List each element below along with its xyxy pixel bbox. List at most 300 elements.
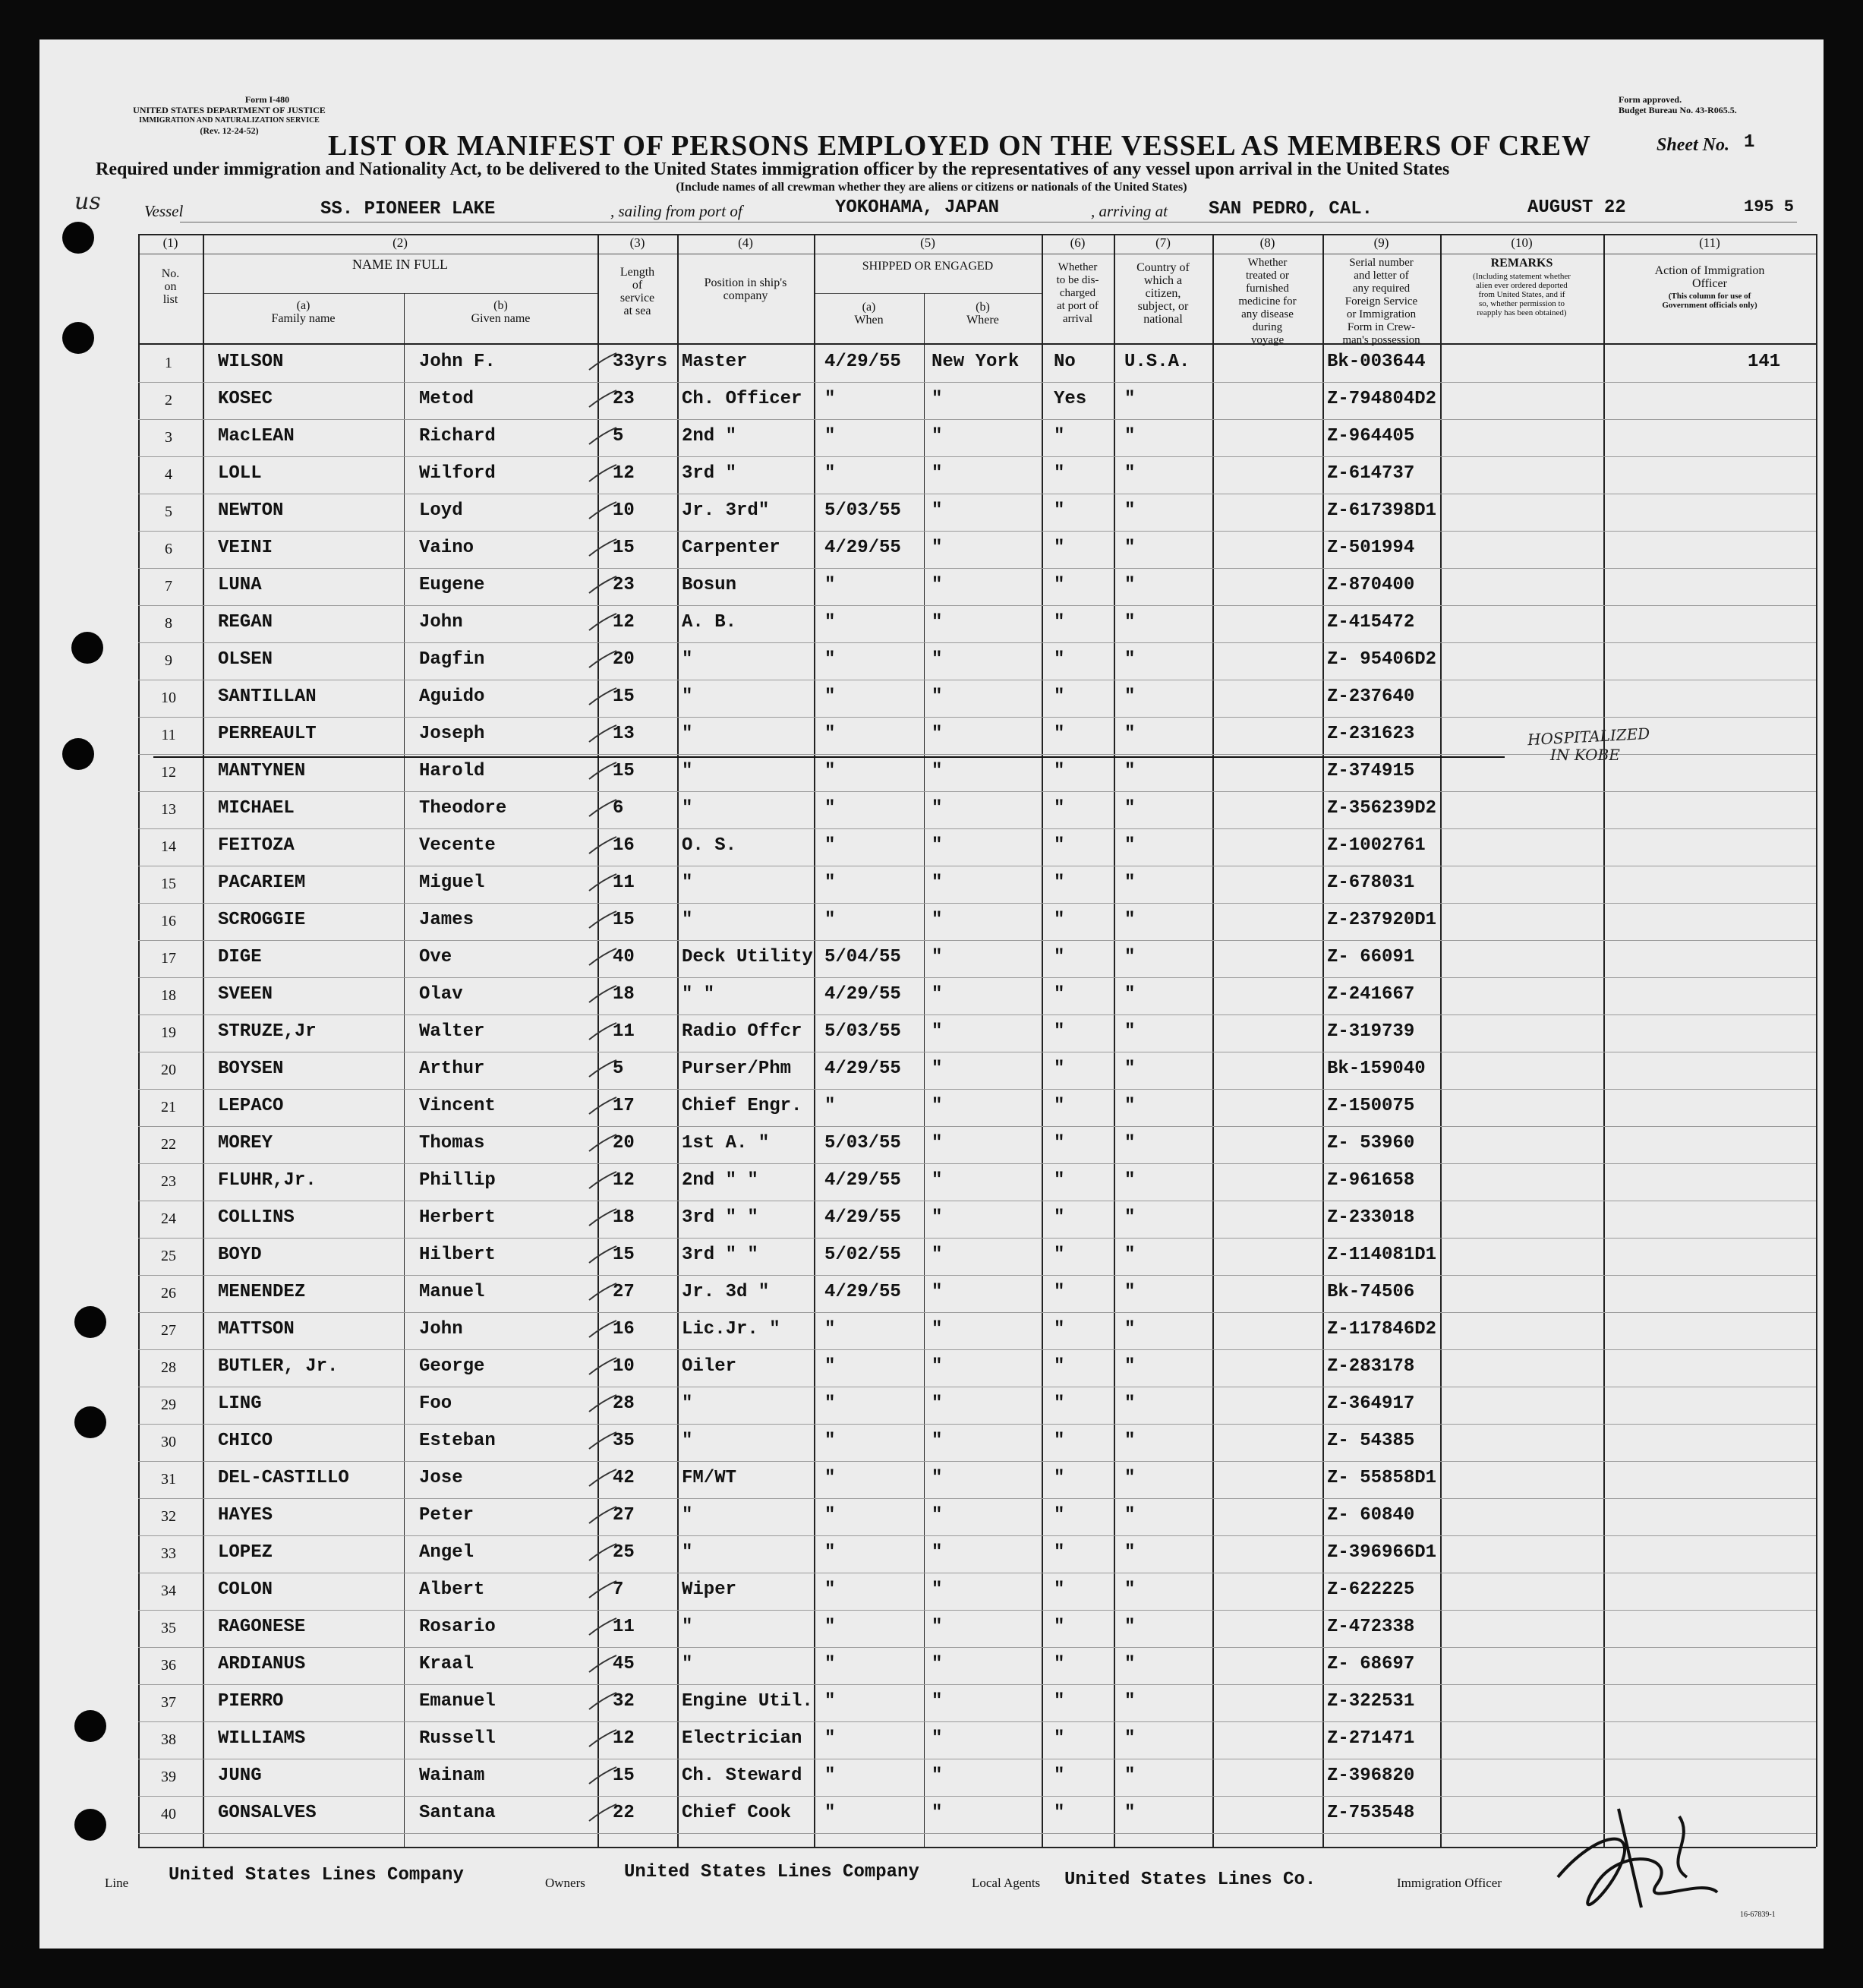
cell-position: Oiler	[682, 1356, 737, 1377]
cell-where: "	[932, 1803, 943, 1823]
check-mark	[588, 1243, 618, 1266]
check-mark	[588, 685, 618, 708]
cell-length: 15	[613, 538, 635, 558]
cell-when: "	[824, 873, 836, 893]
manifest-title: LIST OR MANIFEST OF PERSONS EMPLOYED ON THE VESSEL AS MEMBERS OF CREW	[328, 130, 1591, 162]
cell-when: "	[824, 1728, 836, 1749]
cell-serial: Z-961658	[1327, 1170, 1415, 1191]
row-divider	[138, 1461, 1816, 1462]
cell-given: Metod	[419, 389, 474, 409]
col-divider	[924, 293, 925, 1847]
cell-given: John F.	[419, 352, 496, 372]
cell-serial: Z-622225	[1327, 1579, 1415, 1600]
cell-position: Ch. Officer	[682, 389, 802, 409]
row-divider	[138, 1535, 1816, 1536]
cell-family: RAGONESE	[218, 1617, 306, 1637]
cell-family: LOPEZ	[218, 1542, 273, 1563]
cell-when: "	[824, 649, 836, 670]
cell-family: STRUZE,Jr	[218, 1021, 317, 1042]
cell-position: Purser/Phm	[682, 1059, 792, 1079]
cell-where: "	[932, 1766, 943, 1786]
cell-length: 15	[613, 686, 635, 707]
cell-country: "	[1124, 1505, 1136, 1526]
cell-country: "	[1124, 389, 1136, 409]
cell-where: "	[932, 1245, 943, 1265]
cell-country: "	[1124, 426, 1136, 447]
row-number: 25	[161, 1248, 176, 1264]
cell-length: 15	[613, 910, 635, 930]
cell-when: "	[824, 1319, 836, 1340]
check-mark	[588, 1727, 618, 1750]
cell-where: "	[932, 1728, 943, 1749]
cell-family: LEPACO	[218, 1096, 284, 1116]
cell-length: 40	[613, 947, 635, 967]
cell-when: "	[824, 612, 836, 633]
cell-family: SANTILLAN	[218, 686, 317, 707]
cell-given: Arthur	[419, 1059, 485, 1079]
colnum-9: (9)	[1373, 235, 1389, 250]
cell-serial: Z- 53960	[1327, 1133, 1415, 1153]
cell-position: Master	[682, 352, 748, 372]
cell-country: "	[1124, 1691, 1136, 1712]
cell-serial: Z-114081D1	[1327, 1245, 1437, 1265]
cell-where: "	[932, 538, 943, 558]
sailing-label: , sailing from port of	[610, 202, 742, 220]
check-mark	[588, 1206, 618, 1229]
cell-country: "	[1124, 686, 1136, 707]
row-divider	[138, 828, 1816, 829]
check-mark	[588, 1801, 618, 1824]
cell-length: 11	[613, 873, 635, 893]
cell-given: Miguel	[419, 873, 485, 893]
cell-where: "	[932, 1393, 943, 1414]
colnum-3: (3)	[629, 235, 645, 250]
cell-where: "	[932, 1617, 943, 1637]
row-number: 16	[161, 913, 176, 929]
cell-given: John	[419, 612, 463, 633]
row-number: 32	[161, 1508, 176, 1525]
cell-where: "	[932, 947, 943, 967]
check-mark	[588, 1392, 618, 1415]
cell-country: "	[1124, 1393, 1136, 1414]
cell-serial: Z-964405	[1327, 426, 1415, 447]
col-divider	[1114, 234, 1115, 1847]
cell-given: Hilbert	[419, 1245, 496, 1265]
vessel-mark: us	[74, 188, 101, 215]
cell-country: "	[1124, 1170, 1136, 1191]
cell-disch: "	[1054, 1282, 1065, 1302]
cell-serial: Z-364917	[1327, 1393, 1415, 1414]
cell-serial: Z-283178	[1327, 1356, 1415, 1377]
cell-disch: "	[1054, 612, 1065, 633]
check-mark	[588, 945, 618, 968]
punch-hole	[71, 632, 103, 664]
check-mark	[588, 1317, 618, 1340]
footer-line-value: United States Lines Company	[169, 1865, 464, 1885]
cell-position: "	[682, 1431, 693, 1451]
cell-position: FM/WT	[682, 1468, 737, 1488]
check-mark	[588, 499, 618, 522]
row-divider	[138, 1721, 1816, 1722]
cell-disch: "	[1054, 1393, 1065, 1414]
row-number: 6	[165, 541, 172, 557]
row-number: 17	[161, 950, 176, 967]
cell-length: 12	[613, 612, 635, 633]
colnum-11: (11)	[1699, 235, 1720, 250]
cell-when: "	[824, 724, 836, 744]
cell-family: MacLEAN	[218, 426, 295, 447]
cell-length: 23	[613, 389, 635, 409]
row-divider	[138, 419, 1816, 420]
cell-position: "	[682, 724, 693, 744]
check-mark	[588, 1541, 618, 1564]
cell-given: Wainam	[419, 1766, 485, 1786]
punch-hole	[74, 1710, 106, 1742]
cell-country: "	[1124, 1468, 1136, 1488]
cell-disch: Yes	[1054, 389, 1087, 409]
check-mark	[588, 908, 618, 931]
cell-disch: "	[1054, 1766, 1065, 1786]
cell-disch: "	[1054, 1803, 1065, 1823]
cell-when: "	[824, 835, 836, 856]
cell-disch: "	[1054, 910, 1065, 930]
row-divider	[138, 717, 1816, 718]
check-mark	[588, 1615, 618, 1638]
row-divider	[138, 1647, 1816, 1648]
cell-disch: "	[1054, 500, 1065, 521]
cell-where: "	[932, 612, 943, 633]
row-number: 38	[161, 1731, 176, 1748]
cell-serial: Z-396966D1	[1327, 1542, 1437, 1563]
row-number: 20	[161, 1062, 176, 1078]
cell-position: Ch. Steward	[682, 1766, 802, 1786]
table-header-border	[138, 343, 1816, 345]
cell-family: JUNG	[218, 1766, 262, 1786]
cell-length: 12	[613, 463, 635, 484]
punch-hole	[74, 1406, 106, 1438]
cell-position: Lic.Jr. "	[682, 1319, 780, 1340]
check-mark	[588, 387, 618, 410]
row-number: 1	[165, 355, 172, 371]
row-divider	[138, 1275, 1816, 1276]
row-divider	[138, 977, 1816, 978]
cell-given: Ove	[419, 947, 452, 967]
cell-disch: "	[1054, 1505, 1065, 1526]
cell-disch: "	[1054, 686, 1065, 707]
header-action: Action of Immigration Officer	[1654, 264, 1765, 290]
cell-when: 4/29/55	[824, 1207, 901, 1228]
cell-given: Loyd	[419, 500, 463, 521]
cell-family: COLON	[218, 1579, 273, 1600]
cell-length: 13	[613, 724, 635, 744]
colnum-4: (4)	[738, 235, 753, 250]
cell-when: "	[824, 1356, 836, 1377]
form-dept: UNITED STATES DEPARTMENT OF JUSTICE	[133, 105, 326, 115]
colnum-5: (5)	[920, 235, 935, 250]
cell-position: Carpenter	[682, 538, 780, 558]
cell-serial: Z-237920D1	[1327, 910, 1437, 930]
row-divider	[138, 605, 1816, 606]
officer-signature	[1527, 1786, 1755, 1930]
cell-disch: "	[1054, 798, 1065, 819]
col-divider	[814, 234, 815, 1847]
cell-country: "	[1124, 835, 1136, 856]
colnum-7: (7)	[1155, 235, 1171, 250]
cell-where: "	[932, 426, 943, 447]
punch-hole	[62, 738, 94, 770]
cell-position: 3rd " "	[682, 1207, 758, 1228]
cell-disch: "	[1054, 761, 1065, 781]
row-divider	[138, 382, 1816, 383]
cell-given: Wilford	[419, 463, 496, 484]
cell-serial: Z-794804D2	[1327, 389, 1437, 409]
cell-when: 4/29/55	[824, 538, 901, 558]
cell-position: "	[682, 1505, 693, 1526]
footer-agents-value: United States Lines Co.	[1064, 1870, 1316, 1890]
cell-position: "	[682, 1654, 693, 1674]
cell-length: 32	[613, 1691, 635, 1712]
colnum-2: (2)	[392, 235, 408, 250]
header-medicine: Whether treated or furnished medicine for any disease during voyage	[1238, 257, 1297, 346]
row-number: 37	[161, 1694, 176, 1711]
cell-serial: Z- 54385	[1327, 1431, 1415, 1451]
arrival-year: 195 5	[1744, 197, 1795, 216]
cell-family: DEL-CASTILLO	[218, 1468, 349, 1488]
cell-where: "	[932, 1542, 943, 1563]
check-mark	[588, 797, 618, 819]
row-number: 13	[161, 801, 176, 818]
cell-serial: Z-396820	[1327, 1766, 1415, 1786]
cell-position: Engine Util.	[682, 1691, 813, 1712]
cell-serial: Z-415472	[1327, 612, 1415, 633]
cell-disch: "	[1054, 1021, 1065, 1042]
cell-length: 27	[613, 1282, 635, 1302]
header-no-on-list: No. on list	[161, 267, 180, 306]
punch-hole	[74, 1306, 106, 1338]
cell-length: 11	[613, 1617, 635, 1637]
row-number: 31	[161, 1471, 176, 1488]
check-mark	[588, 1280, 618, 1303]
cell-country: "	[1124, 1356, 1136, 1377]
cell-length: 7	[613, 1579, 624, 1600]
row-number: 10	[161, 689, 176, 706]
check-mark	[588, 1429, 618, 1452]
cell-serial: Z-237640	[1327, 686, 1415, 707]
check-mark	[588, 462, 618, 484]
colnum-1: (1)	[162, 235, 178, 250]
cell-country: "	[1124, 575, 1136, 595]
sheet-number: 1	[1744, 132, 1755, 153]
cell-serial: Z-753548	[1327, 1803, 1415, 1823]
cell-country: "	[1124, 1282, 1136, 1302]
cell-disch: "	[1054, 538, 1065, 558]
cell-family: GONSALVES	[218, 1803, 317, 1823]
cell-given: Vincent	[419, 1096, 496, 1116]
footer-agents-label: Local Agents	[972, 1876, 1041, 1890]
cell-where: "	[932, 389, 943, 409]
remarks-hospitalized-1: HOSPITALIZED	[1527, 724, 1650, 749]
cell-disch: "	[1054, 873, 1065, 893]
footer-owners-label: Owners	[545, 1876, 585, 1890]
cell-family: FEITOZA	[218, 835, 295, 856]
cell-family: MOREY	[218, 1133, 273, 1153]
cell-country: "	[1124, 1766, 1136, 1786]
cell-serial: Z- 95406D2	[1327, 649, 1437, 670]
cell-serial: Z- 60840	[1327, 1505, 1415, 1526]
row-number: 39	[161, 1769, 176, 1785]
header-when: (a) When	[854, 301, 884, 327]
cell-where: "	[932, 1505, 943, 1526]
arriving-label: , arriving at	[1091, 202, 1168, 220]
manifest-sheet	[39, 39, 1824, 1949]
cell-country: U.S.A.	[1124, 352, 1190, 372]
shipped-subheader-border	[814, 293, 1042, 294]
cell-length: 18	[613, 984, 635, 1005]
header-serial: Serial number and letter of any required Foreign Service or Immigration Form in Crew- man's possession	[1342, 257, 1420, 346]
cell-family: KOSEC	[218, 389, 273, 409]
cell-position: Radio Offcr	[682, 1021, 802, 1042]
manifest-note: (Include names of all crewman whether they are aliens or citizens or nationals of the United States)	[676, 181, 1187, 194]
row-divider	[138, 1424, 1816, 1425]
cell-when: 4/29/55	[824, 984, 901, 1005]
check-mark	[588, 1094, 618, 1117]
cell-family: REGAN	[218, 612, 273, 633]
cell-where: "	[932, 1579, 943, 1600]
punch-hole	[74, 1809, 106, 1841]
cell-position: "	[682, 910, 693, 930]
row-number: 11	[161, 727, 176, 743]
check-mark	[588, 536, 618, 559]
cell-disch: "	[1054, 1319, 1065, 1340]
row-number: 8	[165, 615, 172, 632]
cell-serial: Z-150075	[1327, 1096, 1415, 1116]
cell-disch: "	[1054, 1059, 1065, 1079]
cell-disch: "	[1054, 724, 1065, 744]
cell-where: "	[932, 500, 943, 521]
cell-serial: Z- 68697	[1327, 1654, 1415, 1674]
cell-family: HAYES	[218, 1505, 273, 1526]
cell-family: LUNA	[218, 575, 262, 595]
row-number: 28	[161, 1359, 176, 1376]
row-divider	[138, 1238, 1816, 1239]
cell-serial: Z-271471	[1327, 1728, 1415, 1749]
from-port: YOKOHAMA, JAPAN	[835, 197, 1000, 218]
cell-given: George	[419, 1356, 485, 1377]
cell-where: "	[932, 575, 943, 595]
cell-given: Peter	[419, 1505, 474, 1526]
cell-when: "	[824, 1393, 836, 1414]
cell-given: Joseph	[419, 724, 485, 744]
cell-when: "	[824, 389, 836, 409]
cell-when: "	[824, 426, 836, 447]
cell-position: "	[682, 798, 693, 819]
cell-length: 10	[613, 1356, 635, 1377]
sheet-label: Sheet No.	[1657, 135, 1729, 155]
cell-family: SCROGGIE	[218, 910, 306, 930]
cell-position: Jr. 3rd"	[682, 500, 770, 521]
cell-length: 16	[613, 835, 635, 856]
form-rev: (Rev. 12-24-52)	[200, 125, 259, 136]
cell-serial: Z-472338	[1327, 1617, 1415, 1637]
cell-country: "	[1124, 761, 1136, 781]
cell-family: VEINI	[218, 538, 273, 558]
cell-disch: "	[1054, 1542, 1065, 1563]
cell-position: "	[682, 686, 693, 707]
cell-position: Chief Engr.	[682, 1096, 802, 1116]
header-remarks: REMARKS	[1490, 257, 1553, 270]
vessel-name: SS. PIONEER LAKE	[320, 199, 496, 219]
row-number: 27	[161, 1322, 176, 1339]
cell-family: MATTSON	[218, 1319, 295, 1340]
cell-given: Angel	[419, 1542, 474, 1563]
row-number: 19	[161, 1024, 176, 1041]
row-number: 4	[165, 466, 172, 483]
row-divider	[138, 791, 1816, 792]
cell-disch: "	[1054, 1579, 1065, 1600]
row-divider	[138, 1349, 1816, 1350]
cell-length: 5	[613, 1059, 624, 1079]
colnum-10: (10)	[1511, 235, 1533, 250]
cell-family: MICHAEL	[218, 798, 295, 819]
header-length: Length of service at sea	[619, 266, 655, 317]
cell-country: "	[1124, 873, 1136, 893]
row-divider	[138, 1610, 1816, 1611]
cell-disch: "	[1054, 1617, 1065, 1637]
row-number: 34	[161, 1583, 176, 1599]
cell-serial: Z-356239D2	[1327, 798, 1437, 819]
cell-family: BOYSEN	[218, 1059, 284, 1079]
row-number: 22	[161, 1136, 176, 1153]
row-number: 5	[165, 503, 172, 520]
cell-length: 17	[613, 1096, 635, 1116]
footer-form-code: 16-67839-1	[1740, 1911, 1776, 1919]
header-country: Country of which a citizen, subject, or national	[1136, 261, 1190, 326]
check-mark	[588, 350, 618, 373]
cell-given: Eugene	[419, 575, 485, 595]
header-remarks-note: (Including statement whether alien ever ordered deported from United States, and if so, whether permission to reapply has been obtained)	[1473, 272, 1571, 317]
cell-position: 3rd "	[682, 463, 737, 484]
cell-serial: Z-501994	[1327, 538, 1415, 558]
cell-disch: "	[1054, 947, 1065, 967]
cell-family: LOLL	[218, 463, 262, 484]
cell-when: "	[824, 1766, 836, 1786]
cell-when: "	[824, 575, 836, 595]
cell-given: Phillip	[419, 1170, 496, 1191]
cell-position: "	[682, 649, 693, 670]
cell-country: "	[1124, 1728, 1136, 1749]
cell-where: "	[932, 1356, 943, 1377]
cell-position: "	[682, 1393, 693, 1414]
cell-when: "	[824, 1468, 836, 1488]
header-action-note: (This column for use of Government officials only)	[1662, 292, 1757, 310]
check-mark	[588, 1466, 618, 1489]
cell-given: Emanuel	[419, 1691, 496, 1712]
cell-disch: "	[1054, 835, 1065, 856]
cell-country: "	[1124, 1579, 1136, 1600]
cell-position: 3rd " "	[682, 1245, 758, 1265]
cell-position: "	[682, 1617, 693, 1637]
cell-where: "	[932, 984, 943, 1005]
cell-disch: "	[1054, 426, 1065, 447]
row-number: 21	[161, 1099, 176, 1115]
cell-when: "	[824, 1691, 836, 1712]
cell-serial: Z-617398D1	[1327, 500, 1437, 521]
cell-family: NEWTON	[218, 500, 284, 521]
cell-country: "	[1124, 463, 1136, 484]
cell-disch: "	[1054, 1356, 1065, 1377]
cell-given: Richard	[419, 426, 496, 447]
cell-when: 4/29/55	[824, 352, 901, 372]
